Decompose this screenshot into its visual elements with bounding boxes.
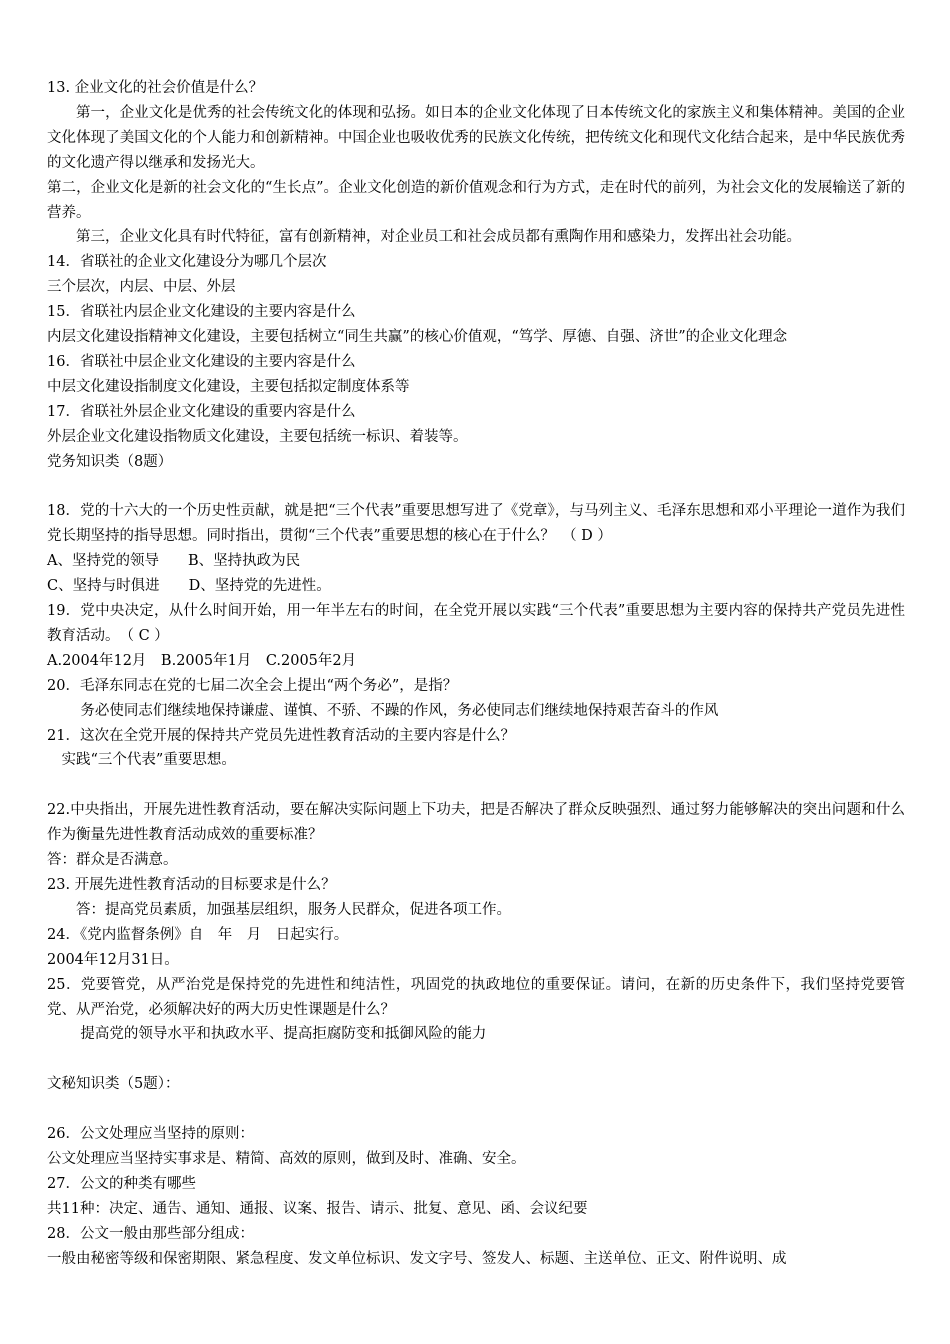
paragraph: 19．党中央决定，从什么时间开始，用一年半左右的时间，在全党开展以实践“三个代表”重要思想为主要内容的保持共产党员先进性教育活动。 （ C ） xyxy=(47,603,905,644)
blank-line xyxy=(47,773,905,798)
paragraph: 共11种：决定、通告、通知、通报、议案、报告、请示、批复、意见、函、会议纪要 xyxy=(47,1200,588,1217)
paragraph: 第二，企业文化是新的社会文化的“生长点”。企业文化创造的新价值观念和行为方式，走在时代的前列，为社会文化的发展输送了新的营养。 xyxy=(47,179,905,221)
paragraph: 三个层次，内层、中层、外层 xyxy=(47,279,236,296)
paragraph: 18．党的十六大的一个历史性贡献，就是把“三个代表”重要思想写进了《党章》，与马列主义、毛泽东思想和邓小平理论一道作为我们党长期坚持的指导思想。同时指出，贯彻“三个代表”重要思想的核心在于什么？ （ D ） xyxy=(47,503,905,545)
paragraph: 内层文化建设指精神文化建设，主要包括树立“同生共赢”的核心价值观，“笃学、厚德、自强、济世”的企业文化理念 xyxy=(47,329,788,346)
paragraph: 外层企业文化建设指物质文化建设，主要包括统一标识、着装等。 xyxy=(47,428,468,445)
paragraph: 公文处理应当坚持实事求是、精简、高效的原则，做到及时、准确、安全。 xyxy=(47,1150,526,1167)
paragraph: 文秘知识类（5题）： xyxy=(47,1076,180,1093)
paragraph: 24．《党内监督条例》自 年 月 日起实行。 xyxy=(47,926,349,943)
paragraph: 27．公文的种类有哪些 xyxy=(47,1175,196,1192)
paragraph: 第一，企业文化是优秀的社会传统文化的体现和弘扬。如日本的企业文化体现了日本传统文化的家族主义和集体精神。美国的企业文化体现了美国文化的个人能力和创新精神。中国企业也吸收优秀的民族文化传统，把传统文化和现代文化结合起来，是中华民族优秀的文化遗产得以继承和发扬光大。 xyxy=(47,104,905,171)
paragraph: 17．省联社外层企业文化建设的重要内容是什么 xyxy=(47,403,356,420)
paragraph: 21．这次在全党开展的保持共产党员先进性教育活动的主要内容是什么？ xyxy=(47,727,515,744)
paragraph: 23. 开展先进性教育活动的目标要求是什么？ xyxy=(47,876,336,893)
paragraph: A.2004年12月 B.2005年1月 C.2005年2月 xyxy=(47,652,357,669)
paragraph: 实践“三个代表”重要思想。 xyxy=(61,752,236,769)
paragraph: 答：提高党员素质，加强基层组织，服务人民群众，促进各项工作。 xyxy=(76,901,511,918)
paragraph: 第三，企业文化具有时代特征，富有创新精神，对企业员工和社会成员都有熏陶作用和感染力，发挥出社会功能。 xyxy=(76,229,801,246)
paragraph: 2004年12月31日。 xyxy=(47,951,179,968)
paragraph: 务必使同志们继续地保持谦虚、谨慎、不骄、不躁的作风，务必使同志们继续地保持艰苦奋斗的作风 xyxy=(80,702,719,719)
paragraph: 22.中央指出，开展先进性教育活动，要在解决实际问题上下功夫，把是否解决了群众反映强烈、通过努力能够解决的突出问题和什么作为衡量先进性教育活动成效的重要标准？ xyxy=(47,802,905,844)
paragraph: 提高党的领导水平和执政水平、提高拒腐防变和抵御风险的能力 xyxy=(80,1026,487,1043)
paragraph: A、坚持党的领导 B、坚持执政为民 xyxy=(47,553,301,570)
paragraph: 14．省联社的企业文化建设分为哪几个层次 xyxy=(47,254,327,271)
paragraph: 20．毛泽东同志在党的七届二次全会上提出“两个务必”，是指？ xyxy=(47,677,458,694)
blank-line xyxy=(47,1047,905,1072)
paragraph: 中层文化建设指制度文化建设，主要包括拟定制度体系等 xyxy=(47,378,410,395)
blank-line xyxy=(47,1097,905,1122)
paragraph: 13. 企业文化的社会价值是什么？ xyxy=(47,80,264,96)
paragraph: 28．公文一般由那些部分组成： xyxy=(47,1225,254,1242)
paragraph: 26．公文处理应当坚持的原则： xyxy=(47,1126,254,1142)
paragraph: C、坚持与时俱进 D、坚持党的先进性。 xyxy=(47,578,331,595)
paragraph: 党务知识类（8题） xyxy=(47,453,173,470)
paragraph: 答：群众是否满意。 xyxy=(47,852,178,869)
paragraph: 一般由秘密等级和保密期限、紧急程度、发文单位标识、发文字号、签发人、标题、主送单位、正文、附件说明、成 xyxy=(47,1250,787,1267)
document-body xyxy=(47,76,905,1271)
paragraph: 25．党要管党，从严治党是保持党的先进性和纯洁性，巩固党的执政地位的重要保证。请问，在新的历史条件下，我们坚持党要管党、从严治党，必须解决好的两大历史性课题是什么？ xyxy=(47,976,905,1018)
paragraph: 16．省联社中层企业文化建设的主要内容是什么 xyxy=(47,353,356,370)
blank-line xyxy=(47,475,905,500)
paragraph: 15．省联社内层企业文化建设的主要内容是什么 xyxy=(47,304,356,321)
